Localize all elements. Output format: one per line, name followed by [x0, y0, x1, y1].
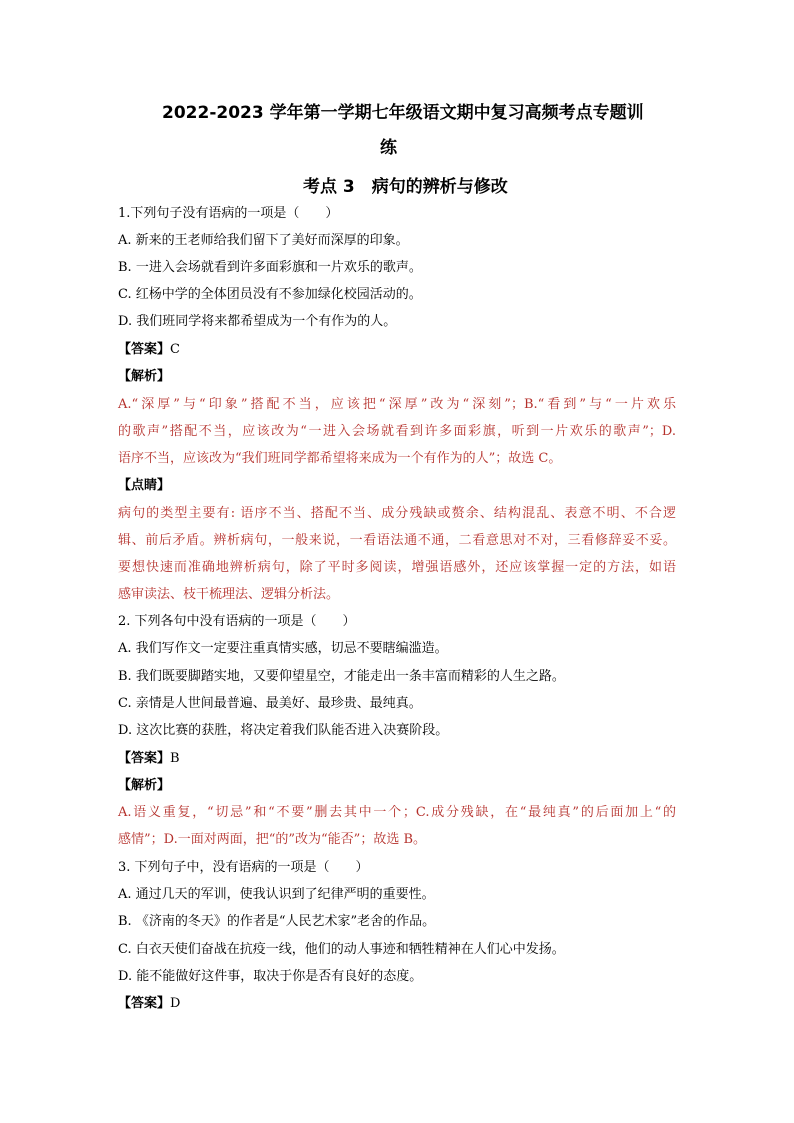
q2-option-a: A. 我们写作文一定要注重真情实感，切忌不要瞎编滥造。 — [118, 641, 448, 656]
q3-option-a: A. 通过几天的军训，使我认识到了纪律严明的重要性。 — [118, 887, 435, 902]
q1-analysis-line3: 语序不当，应该改为“我们班同学都希望将来成为一个有作为的人”；故选 C。 — [118, 451, 562, 466]
topic-heading: 考点 3 病句的辨析与修改 — [303, 177, 508, 197]
q2-option-c: C. 亲情是人世间最普遍、最美好、最珍贵、最纯真。 — [118, 696, 422, 711]
q1-analysis-line1: A.“深厚”与“印象”搭配不当，应该把“深厚”改为“深刻”；B.“看到”与“一片欢乐 — [118, 397, 676, 412]
q2-analysis-line2: 感情”；D.一面对两面，把“的”改为“能否”；故选 B。 — [118, 832, 427, 847]
answer-tag: 【答案】 — [118, 342, 171, 357]
q2-analysis-line1: A.语义重复，“切忌”和“不要”删去其中一个；C.成分残缺，在“最纯真”的后面加上“的 — [118, 805, 676, 820]
document-title-line2: 练 — [380, 138, 397, 158]
q1-answer-row — [118, 341, 180, 359]
q1-stem: 1.下列句子没有语病的一项是（ ） — [118, 206, 339, 221]
q1-tip-line3: 要想快速而准确地辨析病句，除了平时多阅读，增强语感外，还应该掌握一定的方法，如语 — [118, 560, 676, 575]
q3-answer: D — [170, 996, 181, 1011]
answer-tag: 【答案】 — [118, 751, 171, 766]
q3-option-c: C. 白衣天使们奋战在抗疫一线，他们的动人事迹和牺牲精神在人们心中发扬。 — [118, 942, 565, 957]
q3-option-b: B. 《济南的冬天》的作者是“人民艺术家”老舍的作品。 — [118, 914, 436, 929]
q1-analysis-line2: 的歌声”搭配不当，应该改为“一进入会场就看到许多面彩旗，听到一片欢乐的歌声”；D. — [118, 424, 676, 439]
q1-option-a: A. 新来的王老师给我们留下了美好而深厚的印象。 — [118, 233, 409, 248]
q2-stem: 2. 下列各句中没有语病的一项是（ ） — [118, 614, 356, 629]
document-title-line1: 2022-2023 学年第一学期七年级语文期中复习高频考点专题训 — [162, 103, 644, 123]
q3-stem: 3. 下列句子中，没有语病的一项是（ ） — [118, 860, 369, 875]
q1-analysis-tag: 【解析】 — [118, 369, 171, 384]
q1-tip-line1: 病句的类型主要有: 语序不当、搭配不当、成分残缺或赘余、结构混乱、表意不明、不合逻 — [118, 506, 676, 521]
q1-option-b: B. 一进入会场就看到许多面彩旗和一片欢乐的歌声。 — [118, 260, 422, 275]
q2-option-b: B. 我们既要脚踏实地，又要仰望星空，才能走出一条丰富而精彩的人生之路。 — [118, 669, 565, 684]
q2-answer: B — [170, 751, 180, 766]
q2-option-d: D. 这次比赛的获胜，将决定着我们队能否进入决赛阶段。 — [118, 723, 449, 738]
q1-option-d: D. 我们班同学将来都希望成为一个有作为的人。 — [118, 314, 397, 329]
q1-tip-line4: 感审读法、枝干梳理法、逻辑分析法。 — [118, 587, 340, 602]
q1-answer: C — [170, 342, 180, 357]
q1-tip-line2: 辑、前后矛盾。辨析病句，一般来说，一看语法通不通，二看意思对不对，三看修辞妥不妥。 — [118, 533, 676, 548]
q1-tip-tag: 【点睛】 — [118, 478, 171, 493]
q2-answer-row — [118, 750, 180, 768]
q2-analysis-tag: 【解析】 — [118, 778, 171, 793]
q3-option-d: D. 能不能做好这件事，取决于你是否有良好的态度。 — [118, 969, 423, 984]
q1-option-c: C. 红杨中学的全体团员没有不参加绿化校园活动的。 — [118, 287, 422, 302]
answer-tag: 【答案】 — [118, 996, 171, 1011]
q3-answer-row — [118, 995, 180, 1013]
